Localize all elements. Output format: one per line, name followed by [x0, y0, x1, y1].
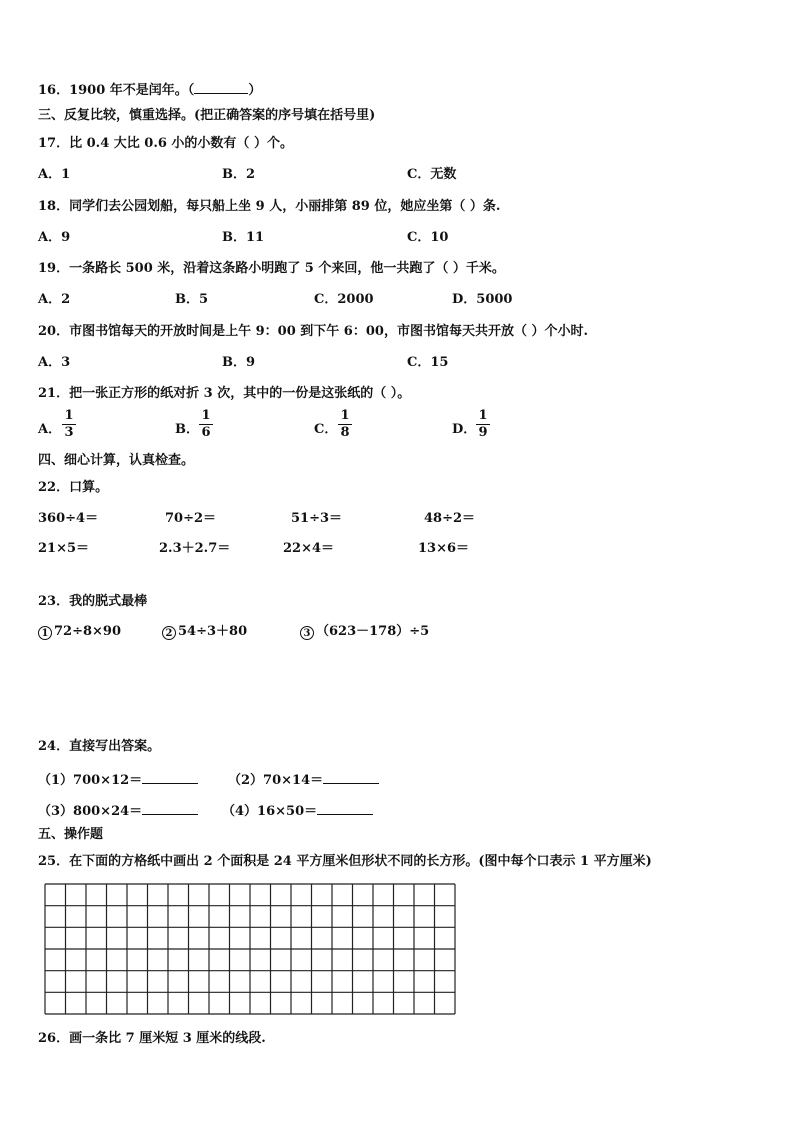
- circled-number-2: 2: [162, 626, 176, 640]
- q22-item: 22×4＝: [283, 541, 335, 556]
- q17-option-b[interactable]: B．2: [222, 167, 256, 182]
- question-17: 17．比 0.4 大比 0.6 小的小数有（ ）个。: [38, 136, 293, 151]
- q21-option-d-fraction[interactable]: [476, 409, 490, 440]
- q23-item-3: [300, 623, 429, 641]
- fraction-denominator: 9: [478, 425, 488, 440]
- q20-option-c[interactable]: C．15: [407, 355, 449, 370]
- q21-option-c-label[interactable]: C．: [314, 422, 338, 437]
- q24-expression: （2）70×14＝: [228, 773, 324, 788]
- q23-item-1: [38, 623, 121, 641]
- question-19: 19．一条路长 500 米，沿着这条路小明跑了 5 个来回，他一共跑了（ ）千米。: [38, 261, 505, 276]
- q23-expression: 72÷8×90: [54, 624, 122, 639]
- section-5-heading: 五、操作题: [38, 827, 104, 842]
- q22-item: 70÷2＝: [165, 511, 217, 526]
- circled-number-1: 1: [38, 626, 52, 640]
- q22-item: 2.3＋2.7＝: [159, 541, 231, 556]
- q17-option-a[interactable]: A．1: [38, 167, 71, 182]
- question-21: 21．把一张正方形的纸对折 3 次，其中的一份是这张纸的（ ）。: [38, 386, 411, 401]
- q21-option-a-fraction[interactable]: [62, 409, 76, 440]
- q24-expression: （1）700×12＝: [38, 773, 143, 788]
- q16-text: 16．1900 年不是闰年。（: [38, 83, 195, 98]
- q22-item: 21×5＝: [38, 541, 90, 556]
- answer-blank[interactable]: [142, 770, 198, 784]
- square-grid-paper[interactable]: [44, 883, 456, 1015]
- section-4-heading: 四、细心计算，认真检查。: [38, 453, 195, 468]
- q22-item: 360÷4＝: [38, 511, 99, 526]
- q21-option-b-fraction[interactable]: [199, 409, 213, 440]
- question-18: 18．同学们去公园划船，每只船上坐 9 人，小丽排第 89 位，她应坐第（ ）条.: [38, 199, 501, 214]
- q22-item: 48÷2＝: [424, 511, 476, 526]
- q21-option-b-label[interactable]: B．: [175, 422, 199, 437]
- q24-expression: （4）16×50＝: [222, 804, 318, 819]
- q23-expression: （623－178）÷5: [316, 624, 430, 639]
- q18-option-c[interactable]: C．10: [407, 230, 449, 245]
- q23-item-2: [162, 623, 247, 641]
- q20-option-a[interactable]: A．3: [38, 355, 71, 370]
- q22-item: 13×6＝: [418, 541, 470, 556]
- q16-blank[interactable]: [194, 80, 248, 94]
- answer-blank[interactable]: [323, 770, 379, 784]
- q19-option-d[interactable]: D．5000: [452, 292, 513, 307]
- q19-option-b[interactable]: B．5: [175, 292, 209, 307]
- question-24: 24．直接写出答案。: [38, 739, 161, 754]
- question-25: 25．在下面的方格纸中画出 2 个面积是 24 平方厘米但形状不同的长方形。(图中每个口表示 1 平方厘米): [38, 854, 652, 869]
- answer-blank[interactable]: [317, 801, 373, 815]
- q16-end: ）: [248, 83, 262, 98]
- q18-option-a[interactable]: A．9: [38, 230, 71, 245]
- q21-option-d-label[interactable]: D．: [452, 422, 477, 437]
- fraction-numerator: 1: [340, 408, 350, 423]
- answer-blank[interactable]: [142, 801, 198, 815]
- q24-item-2: [228, 770, 379, 790]
- q24-item-3: [38, 801, 198, 821]
- q24-item-4: [222, 801, 373, 821]
- fraction-denominator: 8: [340, 425, 350, 440]
- q22-item: 51÷3＝: [291, 511, 343, 526]
- q23-expression: 54÷3＋80: [178, 624, 248, 639]
- q19-option-a[interactable]: A．2: [38, 292, 71, 307]
- fraction-numerator: 1: [201, 408, 211, 423]
- q21-option-c-fraction[interactable]: [338, 409, 352, 440]
- question-16: [38, 80, 261, 100]
- section-3-heading: 三、反复比较，慎重选择。(把正确答案的序号填在括号里): [38, 108, 376, 123]
- q19-option-c[interactable]: C．2000: [314, 292, 374, 307]
- question-22: 22．口算。: [38, 480, 109, 495]
- q18-option-b[interactable]: B．11: [222, 230, 265, 245]
- fraction-denominator: 6: [201, 425, 211, 440]
- question-26: 26．画一条比 7 厘米短 3 厘米的线段.: [38, 1031, 266, 1046]
- q20-option-b[interactable]: B．9: [222, 355, 256, 370]
- fraction-numerator: 1: [64, 408, 74, 423]
- q17-option-c[interactable]: C．无数: [407, 167, 457, 182]
- question-20: 20．市图书馆每天的开放时间是上午 9：00 到下午 6：00，市图书馆每天共开放（ ）个小时.: [38, 324, 588, 339]
- fraction-denominator: 3: [64, 425, 74, 440]
- question-23: 23．我的脱式最棒: [38, 594, 148, 609]
- circled-number-3: 3: [300, 626, 314, 640]
- fraction-numerator: 1: [478, 408, 488, 423]
- q21-option-a-label[interactable]: A．: [38, 422, 62, 437]
- q24-item-1: [38, 770, 198, 790]
- q24-expression: （3）800×24＝: [38, 804, 143, 819]
